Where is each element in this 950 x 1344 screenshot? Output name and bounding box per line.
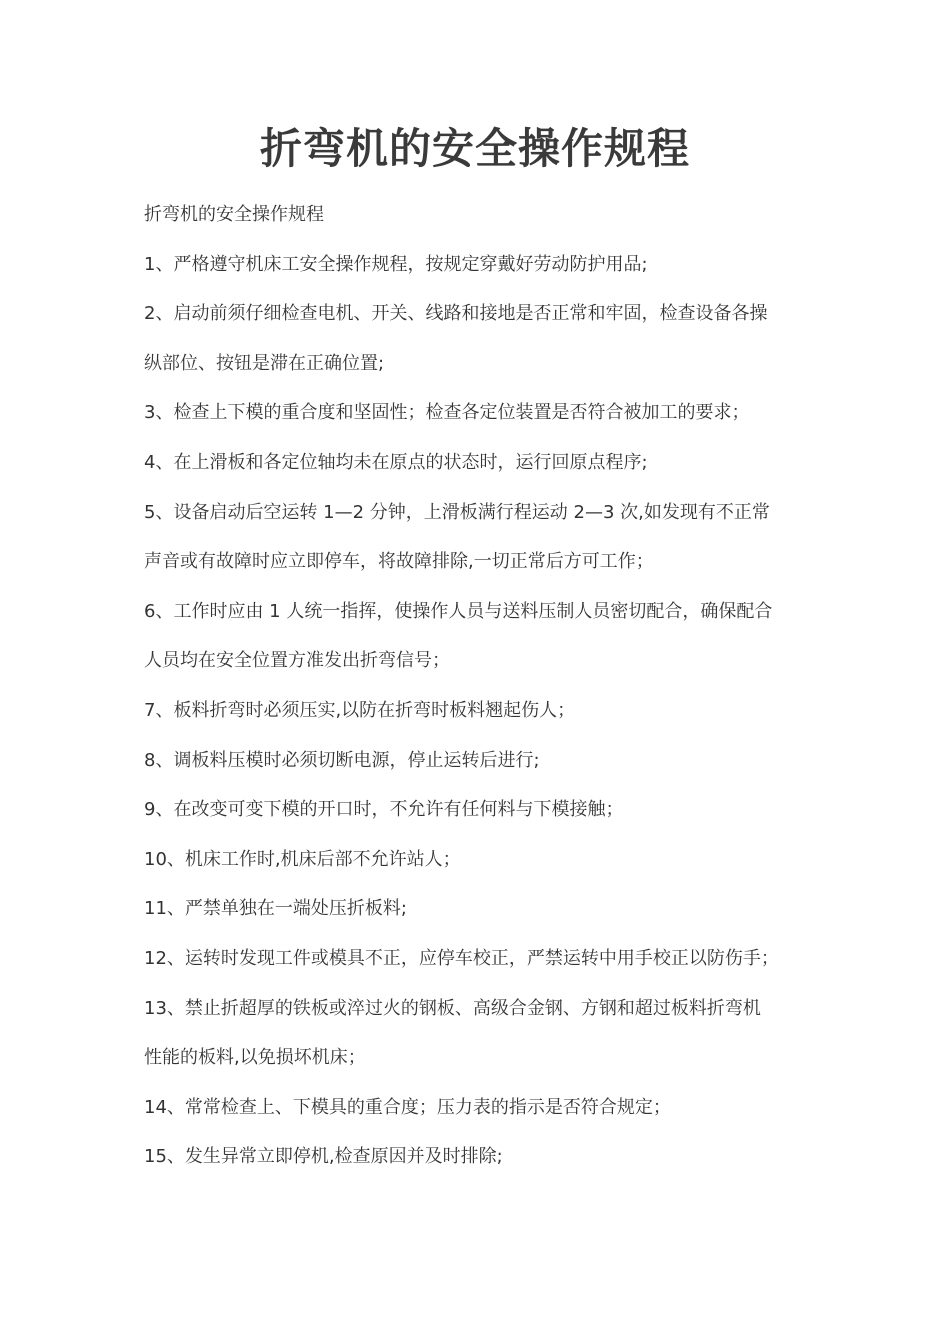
- rule-line: 8、调板料压模时必须切断电源，停止运转后进行;: [144, 749, 540, 771]
- rule-line: 4、在上滑板和各定位轴均未在原点的状态时，运行回原点程序;: [144, 451, 648, 473]
- rule-line: 9、在改变可变下模的开口时，不允许有任何料与下模接触；: [144, 799, 624, 821]
- rule-line: 纵部位、按钮是滞在正确位置;: [144, 352, 385, 374]
- rule-line: 1、严格遵守机床工安全操作规程，按规定穿戴好劳动防护用品;: [144, 253, 648, 275]
- rule-line: 15、发生异常立即停机,检查原因并及时排除;: [144, 1146, 503, 1168]
- subtitle: 折弯机的安全操作规程: [144, 204, 324, 225]
- rule-line: 3、检查上下模的重合度和坚固性；检查各定位装置是否符合被加工的要求；: [144, 402, 750, 424]
- rule-line: 12、运转时发现工件或模具不正，应停车校正，严禁运转中用手校正以防伤手；: [144, 947, 779, 969]
- rule-line: 11、严禁单独在一端处压折板料;: [144, 898, 407, 920]
- rule-line: 声音或有故障时应立即停车，将故障排除,一切正常后方可工作；: [144, 551, 654, 573]
- rule-line: 2、启动前须仔细检查电机、开关、线路和接地是否正常和牢固，检查设备各操: [144, 303, 768, 325]
- rule-line: 性能的板料,以免损坏机床；: [144, 1047, 366, 1069]
- rule-line: 13、禁止折超厚的铁板或淬过火的钢板、高级合金钢、方钢和超过板料折弯机: [144, 997, 761, 1019]
- rule-line: 5、设备启动后空运转 1—2 分钟，上滑板满行程运动 2—3 次,如发现有不正常: [144, 501, 770, 523]
- rule-line: 7、板料折弯时必须压实,以防在折弯时板料翘起伤人；: [144, 699, 576, 721]
- document-body: [144, 190, 810, 1182]
- rule-line: 14、常常检查上、下模具的重合度；压力表的指示是否符合规定；: [144, 1096, 671, 1118]
- rule-line: 6、工作时应由 1 人统一指挥，使操作人员与送料压制人员密切配合，确保配合: [144, 600, 773, 622]
- rule-line: 人员均在安全位置方准发出折弯信号；: [144, 650, 450, 672]
- page-title: 折弯机的安全操作规程: [259, 124, 690, 173]
- rule-line: 10、机床工作时,机床后部不允许站人；: [144, 848, 461, 870]
